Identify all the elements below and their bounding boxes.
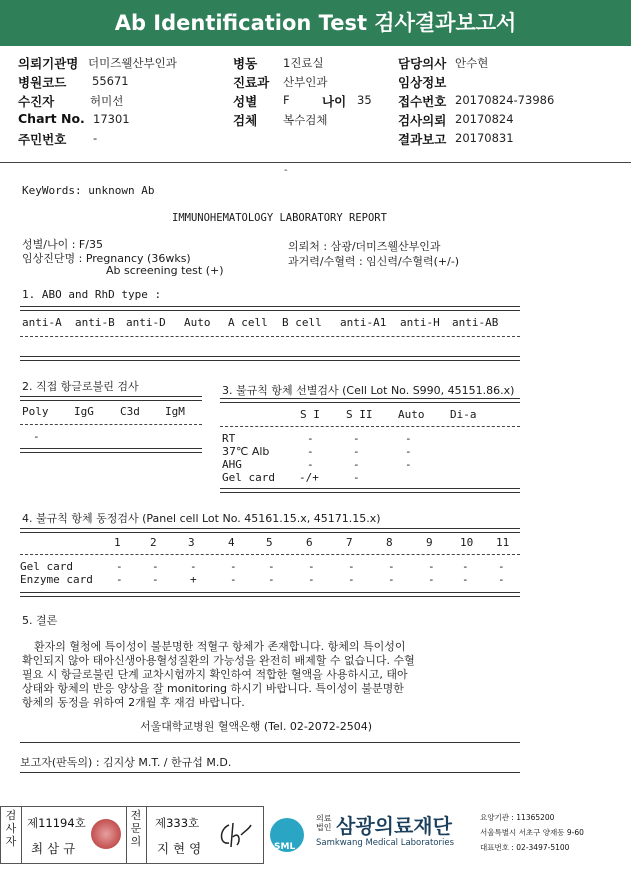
conclusion-line-5: 항체의 동정을 위하여 2개월 후 재검 바랍니다. — [22, 696, 245, 709]
panel-col-11: 11 — [496, 536, 510, 549]
abo-col-anti-d: anti-D — [126, 316, 166, 329]
panel-cell: - — [462, 573, 469, 586]
section1-rule-bottom — [20, 356, 520, 361]
panel-cell: - — [308, 573, 315, 586]
conclusion-line-3: 필요 시 항글로불린 단계 교차시험까지 확인하여 적합한 혈액을 사용하시고, 태아 — [22, 668, 408, 681]
chart-no-value: 17301 — [93, 112, 130, 126]
patient-value: 허미선 — [90, 94, 124, 108]
panel-col-5: 5 — [266, 536, 273, 549]
hospital-contact: 서울대학교병원 혈액은행 (Tel. 02-2072-2504) — [140, 720, 373, 733]
panel-col-2: 2 — [150, 536, 157, 549]
request-date-value: 20170824 — [455, 112, 514, 126]
header-info — [0, 46, 631, 162]
section2-rule-bottom — [20, 448, 202, 453]
section4-title: 4. 불규칙 항체 동정검사 (Panel cell Lot No. 45161.15.x, 45171.15.x) — [22, 512, 381, 525]
section2-rule-top — [20, 396, 202, 401]
panel-cell: - — [348, 573, 355, 586]
panel-cell: - — [152, 560, 159, 573]
abo-col-anti-h: anti-H — [400, 316, 440, 329]
section4-rule-top — [20, 528, 520, 533]
age-value: 35 — [357, 93, 372, 107]
reporter-rule-top — [20, 742, 520, 743]
dat-col-poly: Poly — [22, 405, 49, 418]
screen-rt-auto: - — [405, 432, 412, 445]
header-divider — [0, 162, 631, 163]
screen-row-gel: Gel card — [222, 471, 275, 484]
panel-cell: - — [428, 560, 435, 573]
screen-rt-s1: - — [307, 432, 314, 445]
screen-alb-s2: - — [353, 445, 360, 458]
panel-cell: + — [190, 573, 197, 586]
panel-cell: - — [498, 573, 505, 586]
screen-alb-s1: - — [307, 445, 314, 458]
dat-value: - — [33, 430, 40, 443]
screen-col-s1: S I — [300, 408, 320, 421]
abo-col-anti-ab: anti-AB — [452, 316, 499, 329]
department-value: 산부인과 — [283, 75, 328, 89]
screen-ahg-auto: - — [405, 458, 412, 471]
panel-cell: - — [230, 560, 237, 573]
transfusion-history: 과거력/수혈력 : 임신력/수혈력(+/-) — [288, 255, 460, 268]
specimen-label: 검체 — [233, 113, 258, 128]
screen-col-dia: Di-a — [450, 408, 477, 421]
conclusion-line-1: 환자의 혈청에 특이성이 불분명한 적혈구 항체가 존재합니다. 항체의 특이성이 — [34, 640, 406, 653]
dat-col-c3d: C3d — [120, 405, 140, 418]
section1-rule-top — [20, 306, 520, 311]
report-title: Ab Identification Test 검사결과보고서 — [0, 0, 631, 46]
section3-rule-mid — [220, 426, 520, 427]
section4-rule-bottom — [20, 592, 520, 597]
reporter-rule-bottom — [20, 772, 520, 773]
sex-label: 성별 — [233, 94, 258, 109]
abo-col-auto: Auto — [184, 316, 211, 329]
box-divider-1 — [21, 807, 22, 863]
abo-col-anti-a: anti-A — [22, 316, 62, 329]
divider-mark: - — [284, 165, 288, 176]
panel-cell: - — [308, 560, 315, 573]
specialist-name: 지 현 영 — [157, 841, 202, 856]
panel-cell: - — [268, 560, 275, 573]
panel-col-4: 4 — [228, 536, 235, 549]
panel-cell: - — [190, 560, 197, 573]
ward-value: 1진료실 — [283, 56, 324, 70]
screen-alb-auto: - — [405, 445, 412, 458]
panel-cell: - — [348, 560, 355, 573]
signature-box — [0, 806, 264, 864]
doctor-label: 담당의사 — [398, 56, 447, 71]
requester: 의뢰처 : 삼광/더미즈웰산부인과 — [288, 240, 441, 253]
abo-col-b-cell: B cell — [282, 316, 322, 329]
ward-label: 병동 — [233, 56, 258, 71]
box-divider-2 — [126, 807, 127, 863]
panel-col-1: 1 — [114, 536, 121, 549]
dat-col-igm: IgM — [165, 405, 185, 418]
screen-row-ahg: AHG — [222, 458, 242, 471]
section3-rule-bottom — [220, 488, 520, 493]
conclusion-line-4: 상태와 항체의 반응 양상을 잘 monitoring 하시기 바랍니다. 특이성이 불분명한 — [22, 682, 404, 695]
footer — [0, 806, 631, 870]
report-heading: IMMUNOHEMATOLOGY LABORATORY REPORT — [172, 212, 387, 224]
report-date-value: 20170831 — [455, 131, 514, 145]
keywords: KeyWords: unknown Ab — [22, 184, 155, 197]
clinical-diagnosis: 임상진단명 : Pregnancy (36wks) — [22, 252, 191, 265]
specialist-cert: 제333호 — [155, 816, 200, 830]
org-name: 삼광의료재단 — [336, 814, 452, 838]
box-divider-3 — [146, 807, 147, 863]
section4-rule-mid — [20, 554, 520, 555]
dat-col-igg: IgG — [74, 405, 94, 418]
panel-cell: - — [388, 560, 395, 573]
org-prefix: 의료법인 — [316, 814, 332, 832]
screen-row-rt: RT — [222, 432, 236, 445]
panel-cell: - — [388, 573, 395, 586]
doctor-value: 안수현 — [455, 56, 489, 70]
seal-stamp-icon — [91, 819, 121, 849]
org-address: 서울특별시 서초구 양재동 9-60 — [480, 828, 584, 837]
panel-cell: - — [116, 573, 123, 586]
section5-title: 5. 결론 — [22, 614, 58, 627]
resident-no-value: - — [93, 131, 98, 145]
screen-gel-s1: -/+ — [299, 471, 319, 484]
org-code: 요양기관 : 11365200 — [480, 813, 555, 822]
abo-col-anti-a1: anti-A1 — [340, 316, 387, 329]
hospital-code-value: 55671 — [92, 74, 129, 88]
resident-no-label: 주민번호 — [18, 132, 67, 147]
org-english: Samkwang Medical Laboratories — [316, 838, 455, 848]
panel-col-10: 10 — [460, 536, 474, 549]
section3-rule-top — [220, 398, 520, 403]
section1-title: 1. ABO and RhD type : — [22, 288, 162, 301]
sml-logo-text: SML — [274, 842, 296, 852]
screen-col-s2: S II — [346, 408, 373, 421]
org-phone: 대표번호 : 02-3497-5100 — [480, 843, 570, 852]
specimen-value: 복수검체 — [283, 113, 328, 127]
panel-cell: - — [268, 573, 275, 586]
panel-col-8: 8 — [386, 536, 393, 549]
panel-row-gel: Gel card — [20, 560, 73, 573]
abo-col-anti-b: anti-B — [75, 316, 115, 329]
signature-icon — [215, 819, 255, 851]
tester-name: 최 삼 규 — [31, 841, 76, 856]
scanned-report — [0, 172, 631, 802]
conclusion-line-2: 확인되지 않아 태아신생아용혈성질환의 가능성을 완전히 배제할 수 없습니다. 수혈 — [22, 654, 415, 667]
receipt-no-label: 접수번호 — [398, 94, 447, 109]
age-label: 나이 — [322, 94, 347, 109]
department-label: 진료과 — [233, 75, 270, 90]
screen-row-alb: 37℃ Alb — [222, 445, 270, 458]
panel-cell: - — [462, 560, 469, 573]
panel-col-6: 6 — [306, 536, 313, 549]
screen-ahg-s1: - — [307, 458, 314, 471]
hospital-label: 의뢰기관명 — [18, 56, 79, 71]
patient-label: 수진자 — [18, 94, 55, 109]
section1-rule-mid — [20, 336, 520, 337]
panel-cell: - — [428, 573, 435, 586]
section2-title: 2. 직접 항글로불린 검사 — [22, 380, 139, 393]
panel-col-3: 3 — [188, 536, 195, 549]
panel-cell: - — [498, 560, 505, 573]
specialist-label: 전 문 의 — [130, 809, 142, 848]
sex-value: F — [283, 93, 290, 107]
screen-col-auto: Auto — [398, 408, 425, 421]
screen-ahg-s2: - — [353, 458, 360, 471]
section3-title: 3. 불규칙 항체 선별검사 (Cell Lot No. S990, 45151.86.x) — [222, 384, 515, 397]
panel-cell: - — [116, 560, 123, 573]
panel-cell: - — [230, 573, 237, 586]
tester-cert: 제11194호 — [27, 816, 86, 830]
panel-col-9: 9 — [426, 536, 433, 549]
screen-rt-s2: - — [353, 432, 360, 445]
reporter: 보고자(판독의) : 김지상 M.T. / 한규섭 M.D. — [20, 756, 232, 769]
receipt-no-value: 20170824-73986 — [455, 93, 555, 107]
abo-col-a-cell: A cell — [228, 316, 268, 329]
hospital-value: 더미즈웰산부인과 — [88, 56, 177, 70]
sex-age-line: 성별/나이 : F/35 — [22, 238, 103, 251]
panel-row-enzyme: Enzyme card — [20, 573, 93, 586]
clinical-diagnosis-2: Ab screening test (+) — [106, 264, 224, 277]
hospital-code-label: 병원코드 — [18, 75, 67, 90]
screen-gel-s2: - — [353, 471, 360, 484]
chart-no-label: Chart No. — [18, 111, 85, 126]
section2-rule-mid — [20, 424, 202, 425]
panel-cell: - — [152, 573, 159, 586]
request-date-label: 검사의뢰 — [398, 113, 447, 128]
panel-col-7: 7 — [346, 536, 353, 549]
clinical-info-label: 임상정보 — [398, 75, 447, 90]
report-date-label: 결과보고 — [398, 132, 447, 147]
tester-label: 검 사 자 — [5, 809, 17, 848]
